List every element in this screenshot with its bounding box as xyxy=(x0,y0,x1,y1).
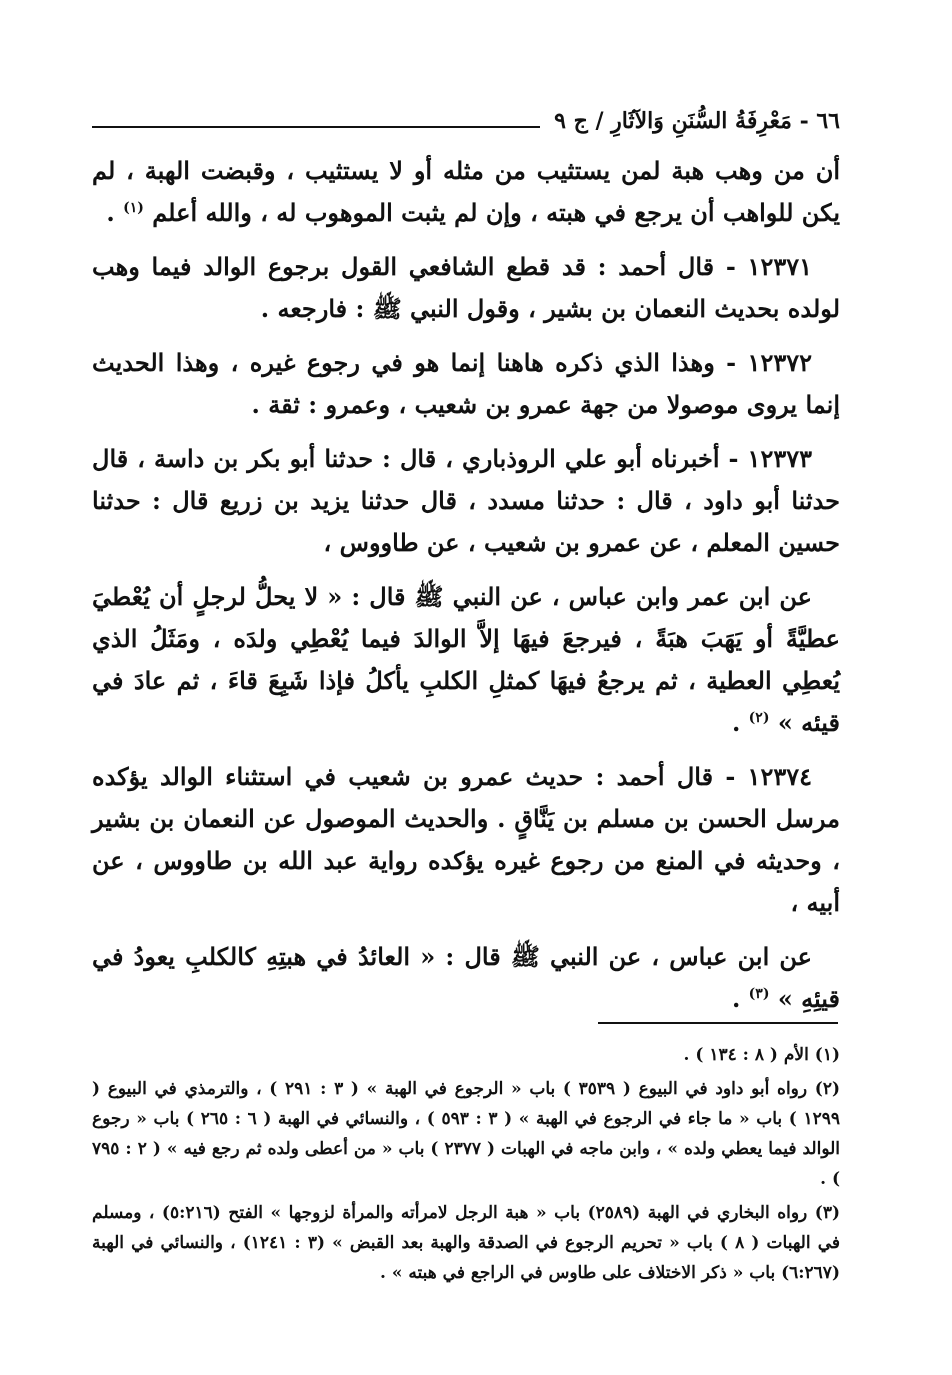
header-rule xyxy=(92,126,540,128)
paragraph-12371 xyxy=(92,246,840,330)
paragraph-text: ١٢٣٧٤ - قال أحمد : حديث عمرو بن شعيب في استثناء الوالد يؤكده مرسل الحسن بن مسلم بن يَنَّاقٍ . والحديث الموصول عن النعمان بن بشير ، وحديثه في المنع من رجوع غيره يؤكده رواية عبد الله بن طاووس ، عن أبيه ، xyxy=(92,762,840,917)
paragraph-text: ١٢٣٧٢ - وهذا الذي ذكره هاهنا إنما هو في رجوع غيره ، وهذا الحديث إنما يروى موصولا من جهة عمرو بن شعيب ، وعمرو : ثقة . xyxy=(92,348,840,419)
footnote-3: (٣) رواه البخاري في الهبة (٢٥٨٩) باب « هبة الرجل لامرأته والمرأة لزوجها » الفتح (٥:٢١٦) ، ومسلم في الهبات ( ٨ ) باب « تحريم الرجوع في الصدقة والهبة بعد القبض » (٣ : ١٢٤١) ، والنسائي في الهبة (٦:٢٦٧) باب « ذكر الاختلاف على طاوس في الراجع في هبته » . xyxy=(92,1203,840,1283)
paragraph-12373 xyxy=(92,438,840,564)
footnote-1: (١) الأم ( ٨ : ١٣٤ ) . xyxy=(683,1045,840,1065)
paragraph-1 xyxy=(92,150,840,234)
paragraph-tail: . xyxy=(106,198,124,227)
paragraph-hadith-2 xyxy=(92,936,840,1020)
footnotes xyxy=(92,1040,840,1292)
main-text xyxy=(92,150,840,1032)
paragraph-12372 xyxy=(92,342,840,426)
footnote-ref-1[interactable]: (١) xyxy=(123,200,144,216)
paragraph-text: ١٢٣٧٣ - أخبرناه أبو علي الروذباري ، قال : حدثنا أبو بكر بن داسة ، قال حدثنا أبو داود ، قال : حدثنا مسدد ، قال حدثنا يزيد بن زريع قال : حدثنا حسين المعلم ، عن عمرو بن شعيب ، عن طاووس ، xyxy=(92,444,840,557)
paragraph-text: عن ابن عمر وابن عباس ، عن النبي ﷺ قال : « لا يحلُّ لرجلٍ أن يُعْطيَ عطيَّةً أو يَهَبَ هبَةً ، فيرجعَ فيهَا إلاَّ الوالدَ فيما يُعْطِي ولدَه ، ومَثَلُ الذي يُعطِي العطية ، ثم يرجعُ فيهَا كمثلِ الكلبِ يأكلُ فإذا شَبِعَ قاءَ ، ثم عادَ في قيئه » xyxy=(92,582,840,737)
footnote-separator xyxy=(598,1022,838,1024)
header-title: ٦٦ - مَعْرِفَةُ السُّنَنِ وَالآثَارِ / ج ٩ xyxy=(554,108,840,134)
paragraph-tail: . xyxy=(731,708,749,737)
paragraph-tail: . xyxy=(731,984,749,1013)
footnote-ref-3[interactable]: (٣) xyxy=(748,986,770,1002)
paragraph-text: عن ابن عباس ، عن النبي ﷺ قال : « العائدُ في هبتِهِ كالكلبِ يعودُ في قيئِهِ » xyxy=(92,942,840,1013)
running-header xyxy=(92,92,840,132)
footnote-ref-2[interactable]: (٢) xyxy=(748,710,770,726)
paragraph-text: أن من وهب هبة لمن يستثيب من مثله أو لا يستثيب ، وقبضت الهبة ، لم يكن للواهب أن يرجع في هبته ، وإن لم يثبت الموهوب له ، والله أعلم xyxy=(92,156,840,227)
paragraph-12374 xyxy=(92,756,840,924)
paragraph-text: ١٢٣٧١ - قال أحمد : قد قطع الشافعي القول برجوع الوالد فيما وهب لولده بحديث النعمان بن بشير ، وقول النبي ﷺ : فارجعه . xyxy=(92,252,840,323)
paragraph-hadith-1 xyxy=(92,576,840,744)
footnote-2: (٢) رواه أبو داود في البيوع ( ٣٥٣٩ ) باب « الرجوع في الهبة » ( ٣ : ٢٩١ ) ، والترمذي في البيوع ( ١٢٩٩ ) باب « ما جاء في الرجوع في الهبة » ( ٣ : ٥٩٣ ) ، والنسائي في الهبة ( ٦ : ٢٦٥ ) باب « رجوع الوالد فيما يعطي ولده » ، وابن ماجه في الهبات ( ٢٣٧٧ ) باب « من أعطى ولده ثم رجع فيه » ( ٢ : ٧٩٥ ) . xyxy=(92,1079,841,1189)
